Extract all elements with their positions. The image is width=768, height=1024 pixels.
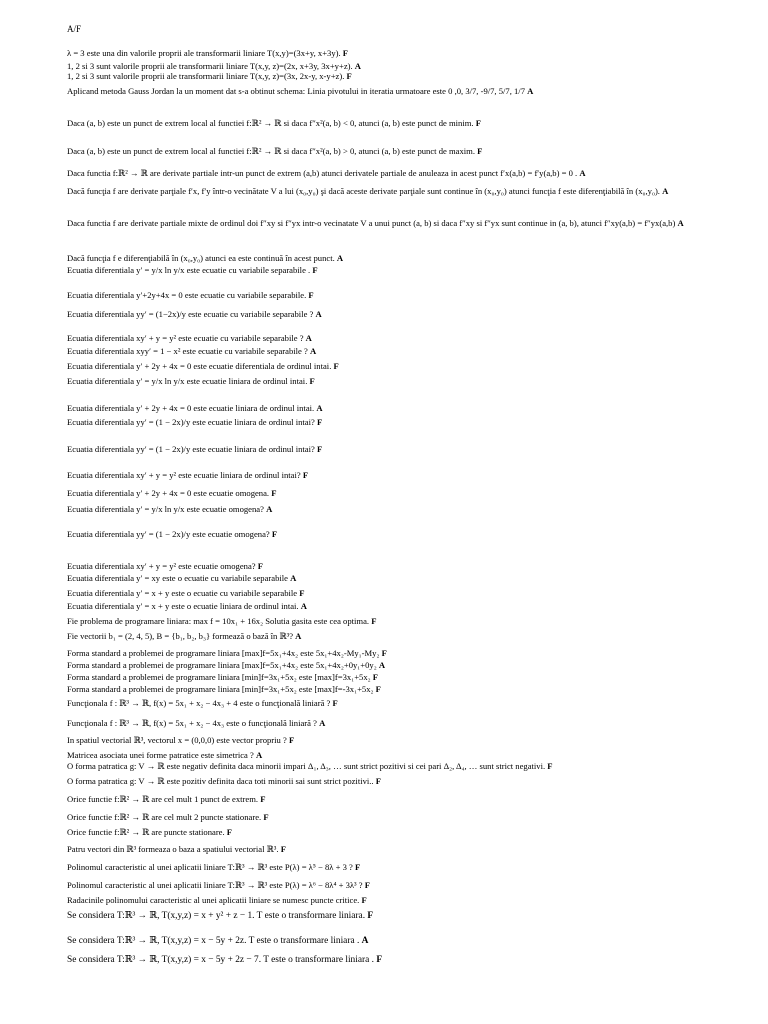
answer-label: A <box>290 573 297 583</box>
answer-label: A <box>300 601 307 611</box>
answer-label: F <box>477 146 483 156</box>
answer-label: A <box>378 660 386 670</box>
statement-text: Polinomul caracteristic al unei aplicatii liniare T:ℝ³ → ℝ³ este P(λ) = λ⁶ − 8λ⁴ + 3λ³ ? <box>67 880 365 890</box>
statement-line <box>67 776 754 786</box>
answer-label: A <box>336 253 344 263</box>
statement-text: Ecuatia diferentiala yy′ = (1 − 2x)/y este ecuatie liniara de ordinul intai? <box>67 444 317 454</box>
answer-label: F <box>302 470 309 480</box>
statement-line <box>67 684 754 694</box>
answer-label: F <box>475 118 481 128</box>
statement-line <box>67 253 754 263</box>
answer-label: F <box>316 444 323 454</box>
statement-line <box>67 361 754 371</box>
statement-text: Daca (a, b) este un punct de extrem local al functiei f:ℝ² → ℝ si daca f″x²(a, b) > 0, atunci (a, b) este punct de maxim. <box>67 146 478 156</box>
statement-text: Ecuatia diferentiala y′ = x + y este o ecuatie cu variabile separabile <box>67 588 300 598</box>
statement-text: Daca functia f are derivate partiale mixte de ordinul doi f″xy si f″yx intr-o vecinatate V a unui punct (a, b) si daca f″xy si f″yx sunt continue in (a, b), atunci f″xy(a,b) = f″yx(a,b) <box>67 218 678 228</box>
statement-line <box>67 862 754 872</box>
statement-line <box>67 794 754 804</box>
statement-text: Se considera T:ℝ³ → ℝ, T(x,y,z) = x − 5y + 2z. T este o transformare liniara . <box>67 936 362 946</box>
statement-text: Dacă funcţia f are derivate parţiale f′x, f′y într-o vecinătate V a lui (x₀,y₀) şi dacă aceste derivate parţiale sunt continue în (x₀,y₀) atunci funcţia f este diferenţiabilă în (x₀,y₀). <box>67 186 663 196</box>
statement-text: Ecuatia diferentiala yy′ = (1 − 2x)/y este ecuatie omogena? <box>67 529 272 539</box>
statement-text: Ecuatia diferentiala xy′ + y = y² este ecuatie cu variabile separabile ? <box>67 333 306 343</box>
answer-label: F <box>361 895 367 905</box>
answer-label: A <box>315 309 322 319</box>
answer-label: F <box>547 761 553 771</box>
statement-text: Orice functie f:ℝ² → ℝ are cel mult 2 puncte stationare. <box>67 812 264 822</box>
statement-line <box>67 186 754 196</box>
statement-text: Polinomul caracteristic al unei aplicatii liniare T:ℝ³ → ℝ³ este P(λ) = λ⁵ − 8λ + 3 ? <box>67 862 356 872</box>
answer-label: F <box>332 698 338 708</box>
statement-line <box>67 561 754 571</box>
statement-line <box>67 470 754 480</box>
statement-line <box>67 735 754 745</box>
answer-label: F <box>375 684 381 694</box>
statement-text: Ecuatia diferentiala xy′ + y = y² este ecuatie liniara de ordinul intai? <box>67 470 303 480</box>
answer-label: A <box>305 333 312 343</box>
statement-line <box>67 61 754 71</box>
statement-text: 1, 2 si 3 sunt valorile proprii ale transformarii liniare T(x,y, z)=(2x, x+3y, 3x+y+z). <box>67 61 355 71</box>
statement-text: Orice functie f:ℝ² → ℝ are cel mult 1 punct de extrem. <box>67 794 261 804</box>
answer-label: F <box>355 862 361 872</box>
statement-line <box>67 631 754 641</box>
answer-label: F <box>375 776 381 786</box>
statement-text: Ecuatia diferentiala y′ = xy este o ecuatie cu variabile separabile <box>67 573 291 583</box>
answer-label: F <box>271 488 277 498</box>
statement-text: Forma standard a problemei de programare liniara [max]f=5x₁+4x₂ este 5x₁+4x₂+0y₁+0y₂ <box>67 660 379 670</box>
answer-label: A <box>319 718 326 728</box>
statement-line <box>67 761 754 771</box>
statement-line <box>67 71 754 81</box>
answer-label: F <box>316 417 323 427</box>
statement-line <box>67 346 754 356</box>
answer-label: F <box>381 648 387 658</box>
answer-label: A <box>309 346 317 356</box>
statement-line <box>67 218 754 228</box>
statement-text: Funcţionala f : ℝ³ → ℝ, f(x) = 5x₁ + x₂ − 4x₃ + 4 este o funcţională liniară ? <box>67 698 333 708</box>
page-header: A/F <box>67 24 82 34</box>
answer-label: A <box>677 218 684 228</box>
statement-line <box>67 827 754 837</box>
statement-line <box>67 698 754 708</box>
answer-label: F <box>312 265 318 275</box>
statement-text: O forma patratica g: V → ℝ este pozitiv definita daca toti minorii sai sunt strict pozitivi.. <box>67 776 376 786</box>
answer-label: A <box>295 631 302 641</box>
statement-line <box>67 750 754 760</box>
answer-label: A <box>255 750 263 760</box>
statement-text: Forma standard a problemei de programare liniara [min]f=3x₁+5x₂ este [max]f=-3x₁+5x₂ <box>67 684 376 694</box>
statement-text: Ecuatia diferentiala y′ + 2y + 4x = 0 este ecuatie diferentiala de ordinul intai. <box>67 361 334 371</box>
answer-label: F <box>263 812 269 822</box>
answer-label: F <box>299 588 305 598</box>
statement-text: Ecuatia diferentiala y′ = x + y este o ecuatie liniara de ordinul intai. <box>67 601 301 611</box>
answer-label: F <box>372 672 379 682</box>
answer-label: F <box>367 911 374 921</box>
statement-text: 1, 2 si 3 sunt valorile proprii ale transformarii liniare T(x,y, z)=(3x, 2x-y, x-y+z). <box>67 71 347 81</box>
statement-text: Ecuatia diferentiala y′+2y+4x = 0 este ecuatie cu variabile separabile. <box>67 290 309 300</box>
statement-line <box>67 616 754 626</box>
statement-line <box>67 48 754 58</box>
answer-label: F <box>309 376 315 386</box>
answer-label: F <box>376 955 383 965</box>
statement-text: Patru vectori din ℝ³ formeaza o baza a spatiului vectorial ℝ³. <box>67 844 281 854</box>
statement-text: O forma patratica g: V → ℝ este negativ definita daca minorii impari Δ₁, Δ₃, … sunt strict pozitivi si cei pari Δ₂, Δ₄, … sunt strict negativi. <box>67 761 548 771</box>
statement-line <box>67 529 754 539</box>
answer-label: F <box>271 529 278 539</box>
answer-label: F <box>333 361 339 371</box>
statement-line <box>67 376 754 386</box>
answer-label: A <box>527 86 534 96</box>
statement-text: Dacă funcţia f e diferenţiabilă în (x₀,y₀) atunci ea este continuă în acest punct. <box>67 253 337 263</box>
statement-line <box>67 648 754 658</box>
statement-text: Orice functie f:ℝ² → ℝ are puncte stationare. <box>67 827 227 837</box>
statement-text: Ecuatia diferentiala y′ + 2y + 4x = 0 este ecuatie omogena. <box>67 488 272 498</box>
statement-line <box>67 290 754 300</box>
answer-label: F <box>288 735 295 745</box>
statement-text: Forma standard a problemei de programare liniara [min]f=3x₁+5x₂ este [max]f=3x₁+5x₂ <box>67 672 373 682</box>
statement-text: Matricea asociata unei forme patratice este simetrica ? <box>67 750 256 760</box>
statement-text: Ecuatia diferentiala yy′ = (1−2x)/y este ecuatie cu variabile separabile ? <box>67 309 316 319</box>
answer-label: F <box>308 290 314 300</box>
statement-line <box>67 844 754 854</box>
statement-line <box>67 333 754 343</box>
statement-line <box>67 265 754 275</box>
statement-line <box>67 417 754 427</box>
statement-line <box>67 488 754 498</box>
statement-line <box>67 118 754 128</box>
statement-line <box>67 86 754 96</box>
statement-line <box>67 660 754 670</box>
statement-text: Forma standard a problemei de programare liniara [max]f=5x₁+4x₂ este 5x₁+4x₂-My₁-My₂ <box>67 648 382 658</box>
statement-line <box>67 895 754 905</box>
statement-line <box>67 936 754 946</box>
statement-line <box>67 168 754 178</box>
statement-line <box>67 504 754 514</box>
answer-label: F <box>346 71 352 81</box>
answer-label: A <box>662 186 669 196</box>
statement-line <box>67 146 754 156</box>
statement-text: Fie vectorii b₁ = (2, 4, 5), B = {b₁, b₂, b₃} formează o bază în ℝ³? <box>67 631 296 641</box>
answer-label: F <box>371 616 377 626</box>
statement-text: Se considera T:ℝ³ → ℝ, T(x,y,z) = x − 5y + 2z − 7. T este o transformare liniara . <box>67 955 377 965</box>
statement-text: In spatiul vectorial ℝ³, vectorul x = (0,0,0) este vector propriu ? <box>67 735 289 745</box>
answer-label: A <box>354 61 362 71</box>
statement-text: Aplicand metoda Gauss Jordan la un moment dat s-a obtinut schema: Linia pivotului in iteratia urmatoare este 0 ,0, 3/7, -9/7, 5/7, 1/7 <box>67 86 528 96</box>
statement-line <box>67 955 754 965</box>
answer-label: F <box>342 48 349 58</box>
answer-label: F <box>257 561 263 571</box>
answer-label: F <box>364 880 370 890</box>
statement-text: λ = 3 este una din valorile proprii ale transformarii liniare T(x,y)=(3x+y, x+3y). <box>67 48 343 58</box>
statement-text: Ecuatia diferentiala y′ + 2y + 4x = 0 este ecuatie liniara de ordinul intai. <box>67 403 317 413</box>
statement-text: Radacinile polinomului caracteristic al unei aplicatii liniare se numesc puncte critice. <box>67 895 362 905</box>
answer-label: A <box>316 403 323 413</box>
statement-line <box>67 444 754 454</box>
statement-text: Ecuatia diferentiala yy′ = (1 − 2x)/y este ecuatie liniara de ordinul intai? <box>67 417 317 427</box>
answer-label: A <box>266 504 273 514</box>
statement-text: Daca (a, b) este un punct de extrem local al functiei f:ℝ² → ℝ si daca f″x²(a, b) < 0, atunci (a, b) este punct de minim. <box>67 118 476 128</box>
statement-text: Ecuatia diferentiala xyy′ = 1 − x² este ecuatie cu variabile separabile ? <box>67 346 310 356</box>
answer-label: A <box>361 936 369 946</box>
statement-text: Funcţionala f : ℝ³ → ℝ, f(x) = 5x₁ + x₂ − 4x₃ este o funcţională liniară ? <box>67 718 320 728</box>
statement-line <box>67 403 754 413</box>
statement-line <box>67 812 754 822</box>
statement-text: Daca functia f:ℝ² → ℝ are derivate partiale intr-un punct de extrem (a,b) atunci derivatele partiale de anuleaza in acest punct f′x(a,b) = f′y(a,b) = 0 . <box>67 168 580 178</box>
statement-text: Ecuatia diferentiala y′ = y/x ln y/x este ecuatie cu variabile separabile . <box>67 265 313 275</box>
statement-line <box>67 588 754 598</box>
answer-label: F <box>226 827 233 837</box>
statement-line <box>67 911 754 921</box>
answer-label: A <box>579 168 586 178</box>
statement-line <box>67 573 754 583</box>
statement-line <box>67 601 754 611</box>
statement-text: Se considera T:ℝ³ → ℝ, T(x,y,z) = x + y² + z − 1. T este o transformare liniara. <box>67 911 368 921</box>
statement-line <box>67 309 754 319</box>
answer-label: F <box>260 794 266 804</box>
statement-line <box>67 880 754 890</box>
statement-line <box>67 718 754 728</box>
statement-text: Ecuatia diferentiala y′ = y/x ln y/x este ecuatie omogena? <box>67 504 267 514</box>
statement-line <box>67 672 754 682</box>
statement-text: Ecuatia diferentiala y′ = y/x ln y/x este ecuatie liniara de ordinul intai. <box>67 376 310 386</box>
answer-label: F <box>280 844 286 854</box>
statement-text: Fie problema de programare liniara: max f = 10x₁ + 16x₂ Solutia gasita este cea optima. <box>67 616 372 626</box>
statement-text: Ecuatia diferentiala xy′ + y = y² este ecuatie omogena? <box>67 561 258 571</box>
